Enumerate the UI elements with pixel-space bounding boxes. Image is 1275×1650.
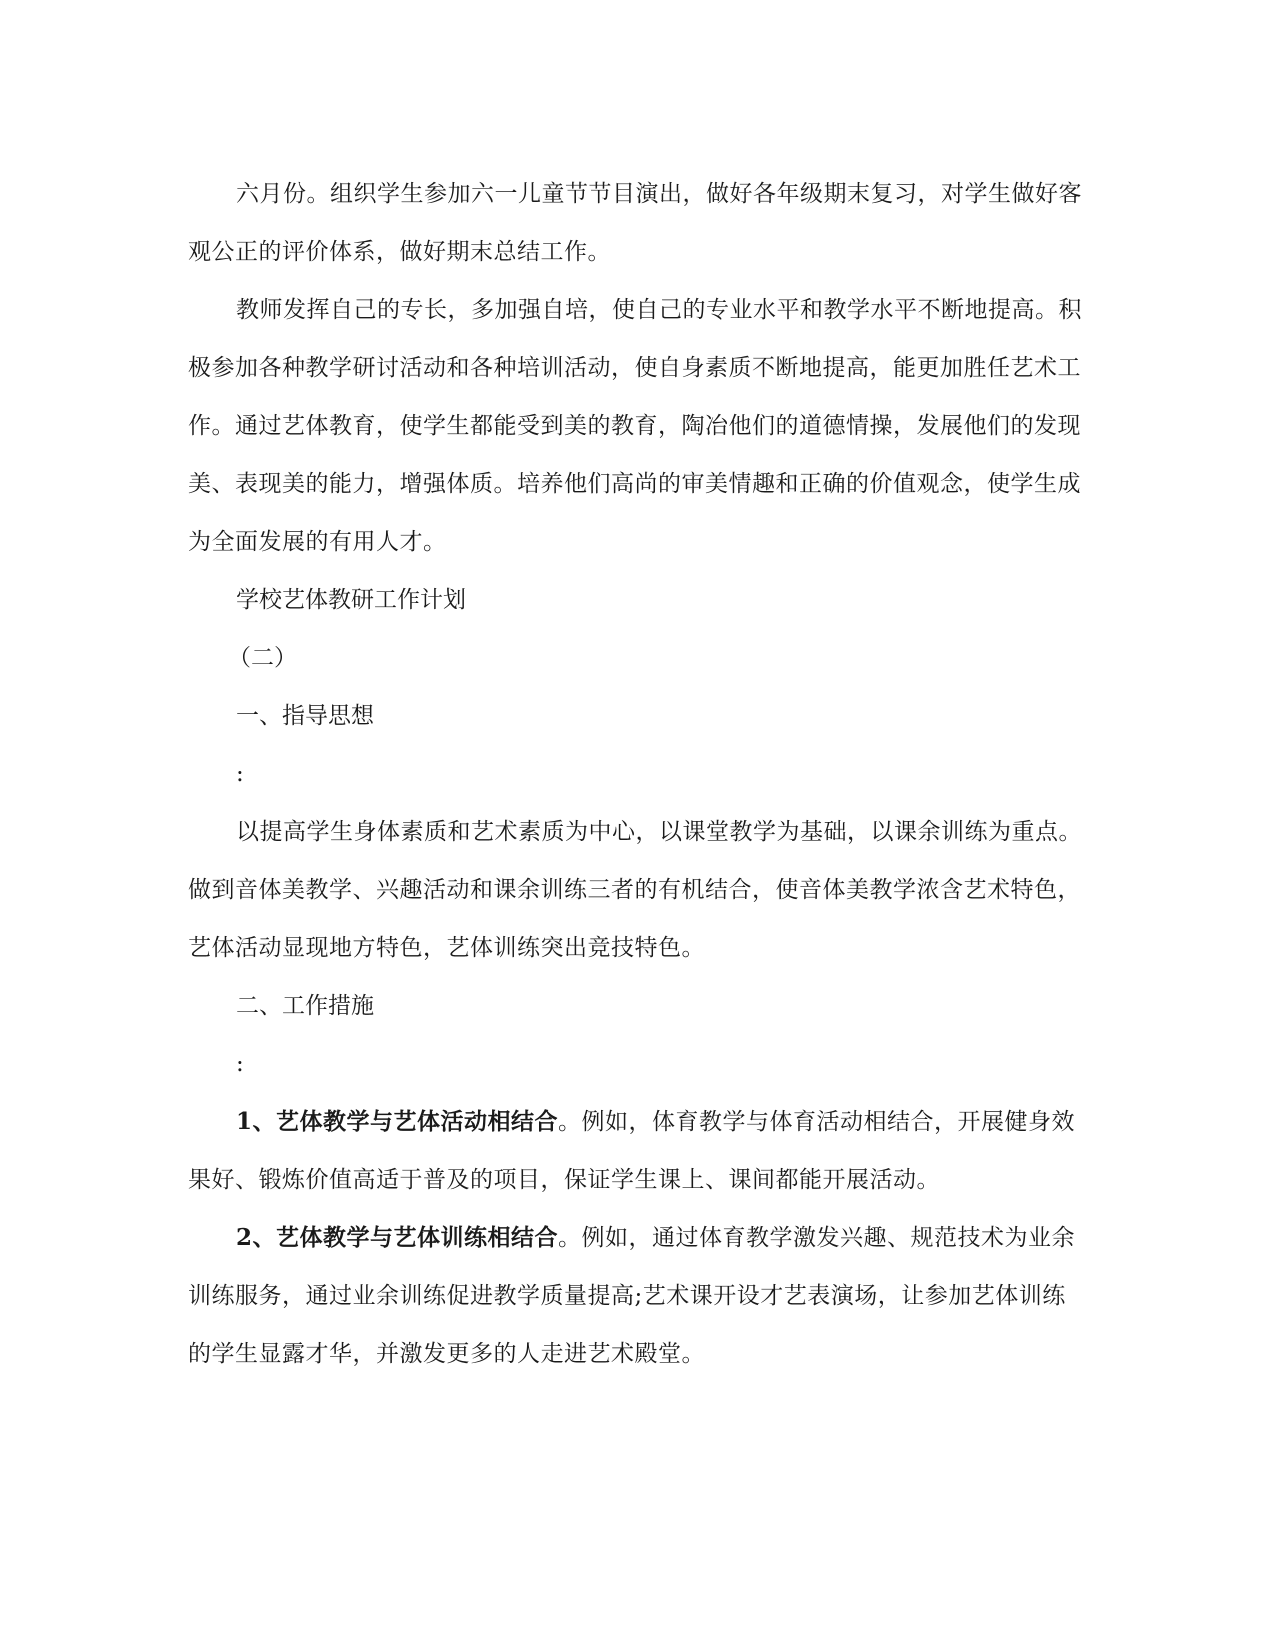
paragraph-teacher-development: 教师发挥自己的专长，多加强自培，使自己的专业水平和教学水平不断地提高。积极参加各种教学研讨活动和各种培训活动，使自身素质不断地提高，能更加胜任艺术工作。通过艺体教育，使学生都能受到美的教育，陶冶他们的道德情操，发展他们的发现美、表现美的能力，增强体质。培养他们高尚的审美情趣和正确的价值观念，使学生成为全面发展的有用人才。 — [188, 297, 1082, 555]
paragraph-guiding-thought: 以提高学生身体素质和艺术素质为中心，以课堂教学为基础，以课余训练为重点。做到音体美教学、兴趣活动和课余训练三者的有机结合，使音体美教学浓含艺术特色，艺体活动显现地方特色，艺体训练突出竞技特色。 — [188, 819, 1082, 961]
part-label: （二） — [228, 645, 297, 671]
section-heading-work-measures: 二、工作措施 — [236, 993, 374, 1019]
list-item-measure-1 — [188, 1093, 1088, 1209]
list-item-lead: 2、艺体教学与艺体训练相结合 — [236, 1224, 559, 1251]
section-colon: : — [236, 761, 244, 787]
paragraph-june-plan: 六月份。组织学生参加六一儿童节节目演出，做好各年级期末复习，对学生做好客观公正的评价体系，做好期末总结工作。 — [188, 181, 1082, 265]
list-item-body: 。例如，体育教学与体育活动相结合，开展健身效果好、锻炼价值高适于普及的项目，保证学生课上、课间都能开展活动。 — [188, 1109, 1076, 1193]
document-body — [188, 165, 1088, 1383]
section-colon: : — [236, 1051, 244, 1077]
list-item-lead: 1、艺体教学与艺体活动相结合 — [236, 1108, 559, 1135]
list-item-measure-2 — [188, 1209, 1088, 1383]
document-title: 学校艺体教研工作计划 — [236, 587, 466, 613]
section-heading-guiding-thought: 一、指导思想 — [236, 703, 374, 729]
list-item-body: 。例如，通过体育教学激发兴趣、规范技术为业余训练服务，通过业余训练促进教学质量提高;艺术课开设才艺表演场，让参加艺体训练的学生显露才华，并激发更多的人走进艺术殿堂。 — [188, 1225, 1076, 1367]
